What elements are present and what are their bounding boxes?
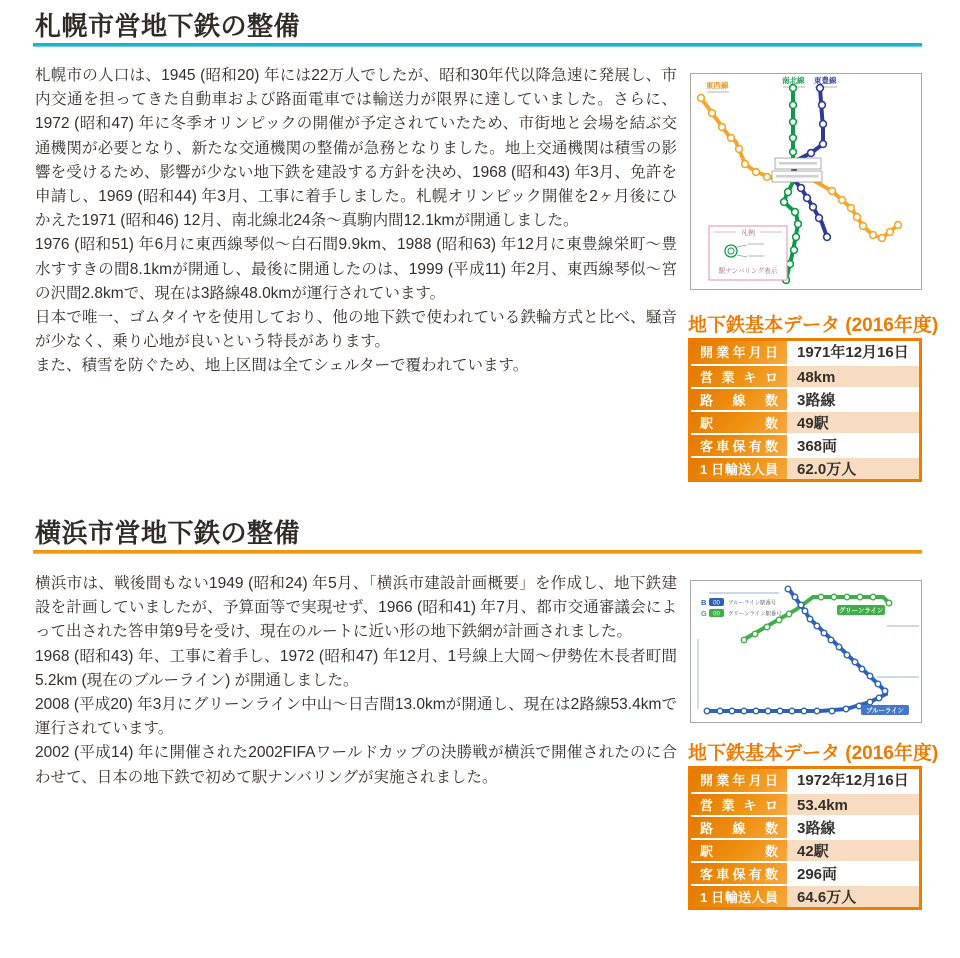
green-legend-label: グリーンライン駅番号 [728, 611, 782, 618]
table-row [691, 792, 919, 815]
sapporo-title-rule [33, 43, 922, 47]
paragraph: 2002 (平成14) 年に開催された2002FIFAワールドカップの決勝戦が横浜で開催されたのに合わせて、日本の地下鉄で初めて駅ナンバリングが実施されました。 [35, 744, 677, 786]
sapporo-table-title: 地下鉄基本データ (2016年度) [688, 315, 939, 336]
row-value: 1971年12月16日 [787, 341, 919, 364]
table-row [691, 769, 919, 792]
row-label: 1 日輸送人員 [691, 886, 787, 907]
station-box-text-bar [776, 175, 818, 178]
legend-title: 凡例 [741, 230, 755, 237]
sapporo-body-text [35, 64, 677, 379]
sapporo-section-title: 札幌市営地下鉄の整備 [35, 11, 301, 41]
romaji-bar [707, 91, 729, 93]
map-legend [709, 226, 787, 280]
row-value: 48km [787, 366, 919, 387]
yokohama-data-table [688, 766, 922, 910]
row-label: 客車保有数 [691, 435, 787, 456]
blue-badge-letter: B [701, 598, 707, 607]
yokohama-map-drawing [691, 581, 921, 722]
legend-note: 駅ナンバリング表示 [718, 268, 778, 275]
table-row [691, 433, 919, 456]
namboku-line-label: 南北線 [782, 76, 805, 85]
table-row [691, 387, 919, 410]
paragraph: また、積雪を防ぐため、地上区間は全てシェルターで覆われています。 [35, 357, 529, 375]
station-box-text-bar [779, 162, 817, 165]
paragraph: 札幌市の人口は、1945 (昭和20) 年には22万人でしたが、昭和30年代以降急速に発展し、市内交通を担ってきた自動車および路面電車では輸送力が限界に達していました。さらに、1972 (昭和47) 年に冬季オリンピックの開催が予定されていたため、市街地と会場を結ぶ交通機関が必要となり、新たな交通機関の整備が急務となりました。地上交通機関は積雪の影響を受けるため、影響が少ない地下鉄を建設する方針を決め、1968 (昭和43) 年3月、免許を申請し、1969 (昭和44) 年3月、工事に着手しました。札幌オリンピック開催を2ヶ月後にひかえた1971 (昭和46) 12月、南北線北24条〜真駒内間12.1kmが開通しました。 [35, 67, 677, 230]
table-row [691, 364, 919, 387]
green-badge-letter: G [701, 609, 707, 618]
row-value: 53.4km [787, 794, 919, 815]
sapporo-map-drawing [691, 74, 921, 289]
blue-line-badge-label: ブルーライン [866, 707, 904, 715]
yokohama-title-rule [33, 550, 922, 554]
row-label: 路線数 [691, 817, 787, 838]
row-value: 62.0万人 [787, 458, 919, 479]
table-row [691, 410, 919, 433]
row-value: 1972年12月16日 [787, 769, 919, 792]
paragraph: 1976 (昭和51) 年6月に東西線琴似〜白石間9.9km、1988 (昭和63) 年12月に東豊線栄町〜豊水すすきの間8.1kmが開通し、最後に開通したのは、1999 (平成11) 年2月、東西線琴似〜宮の沢間2.8kmで、現在は3路線48.0kmが運行されています。 [35, 236, 677, 302]
blue-legend-label: ブルーライン駅番号 [728, 600, 777, 607]
sapporo-subway-map [690, 73, 922, 290]
row-value: 368両 [787, 435, 919, 456]
green-number-text: 00 [713, 611, 720, 618]
row-value: 42駅 [787, 840, 919, 861]
row-value: 64.6万人 [787, 886, 919, 907]
sapporo-data-table [688, 338, 922, 482]
tozai-line-label: 東西線 [706, 81, 729, 90]
row-label: 1 日輸送人員 [691, 458, 787, 479]
row-label: 客車保有数 [691, 863, 787, 884]
row-value: 49駅 [787, 412, 919, 433]
yokohama-section-title: 横浜市営地下鉄の整備 [35, 518, 301, 548]
map-legend [701, 598, 782, 618]
yokohama-table-title: 地下鉄基本データ (2016年度) [688, 743, 939, 764]
row-label: 営業キロ [691, 366, 787, 387]
yokohama-subway-map [690, 580, 922, 723]
row-value: 3路線 [787, 817, 919, 838]
table-row [691, 456, 919, 479]
yokohama-body-text [35, 572, 677, 790]
row-label: 路線数 [691, 389, 787, 410]
row-label: 開業年月日 [691, 341, 787, 364]
row-label: 開業年月日 [691, 769, 787, 792]
paragraph: 2008 (平成20) 年3月にグリーンライン中山〜日吉間13.0kmが開通し、現在は2路線53.4kmで運行されています。 [35, 696, 677, 738]
row-label: 営業キロ [691, 794, 787, 815]
table-row [691, 884, 919, 907]
table-row [691, 861, 919, 884]
table-row [691, 341, 919, 364]
toho-line-label: 東豊線 [814, 76, 837, 85]
row-value: 296両 [787, 863, 919, 884]
table-row [691, 815, 919, 838]
paragraph: 横浜市は、戦後間もない1949 (昭和24) 年5月、「横浜市建設計画概要」を作成し、地下鉄建設を計画していましたが、予算面等で実現せず、1966 (昭和41) 年7月、都市交通審議会によって出された答申第9号を受け、現在のルートに近い形の地下鉄網が計画されました。 [35, 575, 677, 641]
paragraph: 1968 (昭和43) 年、工事に着手し、1972 (昭和47) 年12月、1号線上大岡〜伊勢佐木長者町間5.2km (現在のブルーライン) が開通しました。 [35, 647, 677, 689]
legend-station-icon-inner [728, 248, 734, 254]
blue-number-text: 00 [713, 600, 720, 607]
row-value: 3路線 [787, 389, 919, 410]
row-label: 駅数 [691, 840, 787, 861]
table-row [691, 838, 919, 861]
paragraph: 日本で唯一、ゴムタイヤを使用しており、他の地下鉄で使われている鉄輪方式と比べ、騒音が少なく、乗り心地が良いという特長があります。 [35, 309, 677, 351]
green-line-badge-label: グリーンライン [838, 607, 884, 615]
row-label: 駅数 [691, 412, 787, 433]
